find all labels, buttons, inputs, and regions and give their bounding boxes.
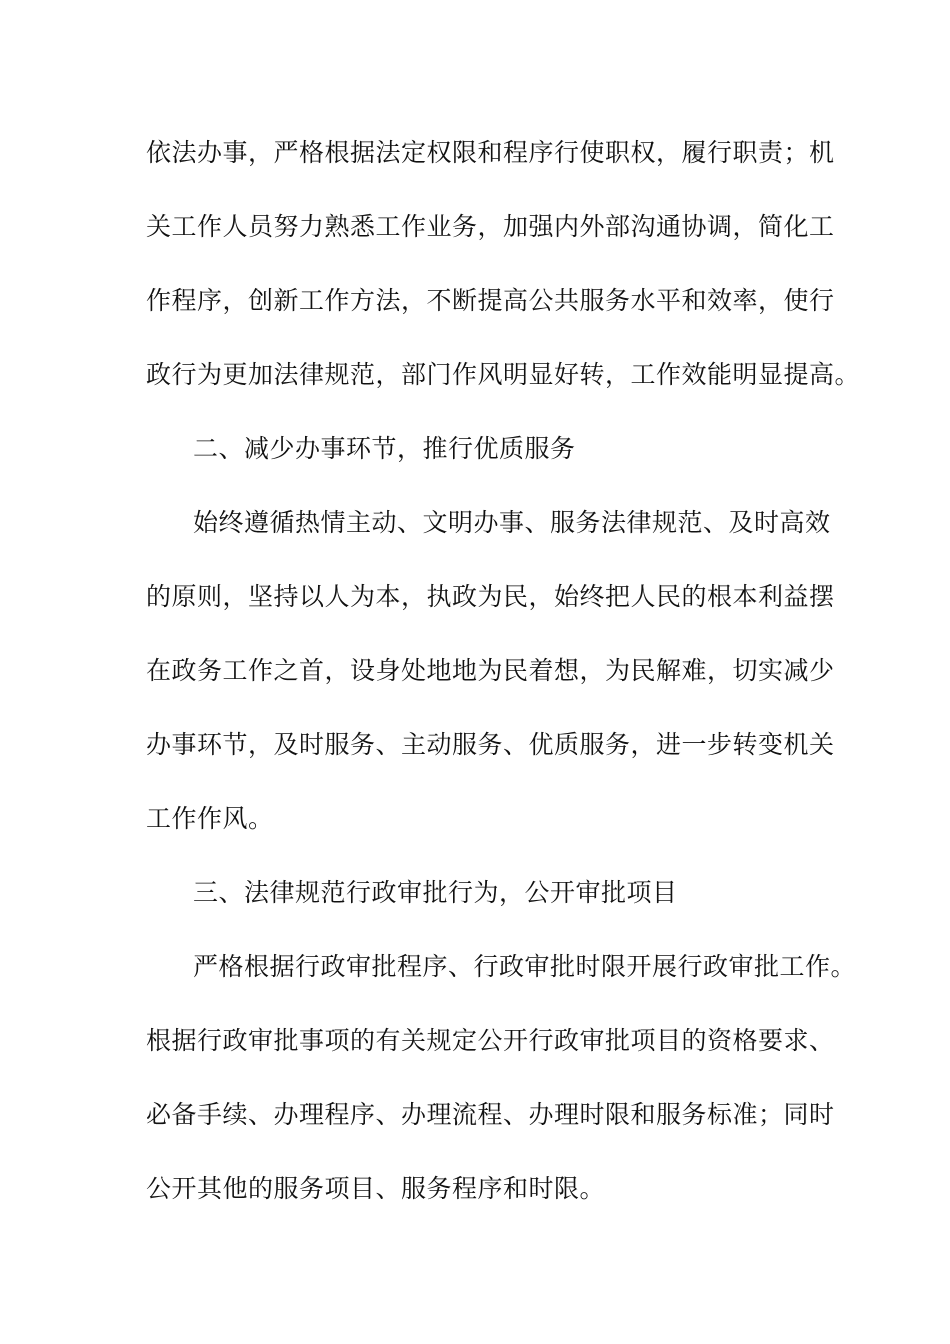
- text-line-13: 根据行政审批事项的有关规定公开行政审批项目的资格要求、: [146, 1026, 835, 1055]
- section-heading-3: 三、法律规范行政审批行为，公开审批项目: [193, 878, 678, 907]
- text-line-2: 关工作人员努力熟悉工作业务，加强内外部沟通协调，简化工: [146, 212, 835, 241]
- text-line-1: 依法办事，严格根据法定权限和程序行使职权，履行职责；机: [146, 138, 835, 167]
- section-heading-2: 二、减少办事环节，推行优质服务: [193, 434, 576, 463]
- text-line-6: 始终遵循热情主动、文明办事、服务法律规范、及时高效: [193, 508, 831, 537]
- text-line-14: 必备手续、办理程序、办理流程、办理时限和服务标准；同时: [146, 1100, 835, 1129]
- text-line-8: 在政务工作之首，设身处地地为民着想，为民解难，切实减少: [146, 656, 835, 685]
- text-line-9: 办事环节，及时服务、主动服务、优质服务，进一步转变机关: [146, 730, 835, 759]
- text-line-10: 工作作风。: [146, 804, 274, 833]
- text-line-7: 的原则，坚持以人为本，执政为民，始终把人民的根本利益摆: [146, 582, 835, 611]
- text-line-3: 作程序，创新工作方法，不断提高公共服务水平和效率，使行: [146, 286, 835, 315]
- text-line-4: 政行为更加法律规范，部门作风明显好转，工作效能明显提高。: [146, 360, 861, 389]
- text-line-12: 严格根据行政审批程序、行政审批时限开展行政审批工作。: [193, 952, 857, 981]
- text-line-15: 公开其他的服务项目、服务程序和时限。: [146, 1174, 606, 1203]
